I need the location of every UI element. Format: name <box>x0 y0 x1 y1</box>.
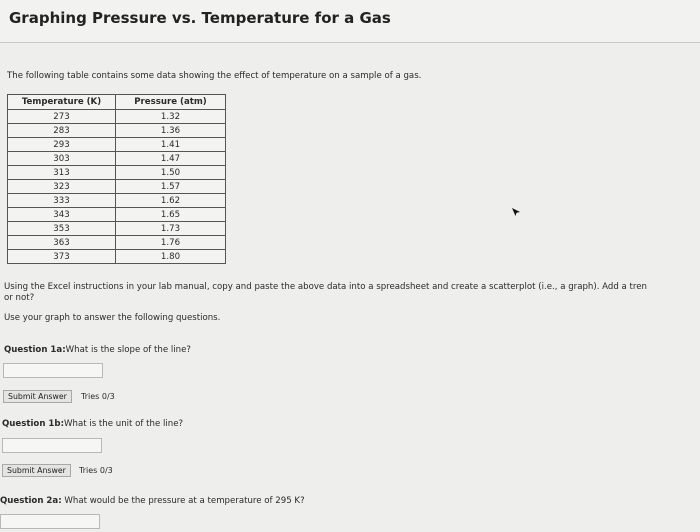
pressure-cell: 1.76 <box>116 236 226 250</box>
question-1b <box>2 419 183 429</box>
table-header-row <box>8 95 226 110</box>
question-2a-answer-input[interactable] <box>0 514 100 529</box>
question-2a <box>0 496 305 506</box>
pressure-cell: 1.62 <box>116 194 226 208</box>
table-row <box>8 152 226 166</box>
temperature-cell: 373 <box>8 250 116 264</box>
table-row <box>8 180 226 194</box>
pressure-cell: 1.80 <box>116 250 226 264</box>
pressure-cell: 1.50 <box>116 166 226 180</box>
question-1a-text: What is the slope of the line? <box>65 345 191 355</box>
pressure-cell: 1.73 <box>116 222 226 236</box>
table-row <box>8 138 226 152</box>
instructions-line-1: Using the Excel instructions in your lab manual, copy and paste the above data into a spreadsheet and create a scatterplot (i.e., a graph). Add a tren <box>4 282 647 292</box>
temperature-cell: 363 <box>8 236 116 250</box>
temperature-cell: 273 <box>8 110 116 124</box>
table-row <box>8 124 226 138</box>
pressure-cell: 1.57 <box>116 180 226 194</box>
question-2a-text: What would be the pressure at a temperature of 295 K? <box>61 496 305 506</box>
column-header-temperature: Temperature (K) <box>8 95 116 110</box>
header-bar <box>0 0 700 43</box>
temperature-cell: 323 <box>8 180 116 194</box>
instructions-line-2: or not? <box>4 293 35 303</box>
pressure-cell: 1.41 <box>116 138 226 152</box>
temperature-cell: 293 <box>8 138 116 152</box>
table-row <box>8 250 226 264</box>
temperature-cell: 343 <box>8 208 116 222</box>
question-1b-answer-input[interactable] <box>2 438 102 453</box>
mouse-cursor-icon <box>511 207 521 217</box>
column-header-pressure: Pressure (atm) <box>116 95 226 110</box>
pressure-cell: 1.36 <box>116 124 226 138</box>
pressure-cell: 1.47 <box>116 152 226 166</box>
instructions-text <box>4 282 647 304</box>
table-row <box>8 208 226 222</box>
question-1a-label: Question 1a: <box>4 345 66 355</box>
question-2a-label: Question 2a: <box>0 496 62 506</box>
question-1a <box>4 345 191 355</box>
table-row <box>8 166 226 180</box>
pressure-cell: 1.65 <box>116 208 226 222</box>
data-table <box>7 94 226 264</box>
temperature-cell: 353 <box>8 222 116 236</box>
temperature-cell: 283 <box>8 124 116 138</box>
temperature-cell: 303 <box>8 152 116 166</box>
temperature-cell: 313 <box>8 166 116 180</box>
question-1a-tries: Tries 0/3 <box>81 392 115 401</box>
question-1a-submit-button[interactable]: Submit Answer <box>3 390 72 403</box>
intro-text: The following table contains some data showing the effect of temperature on a sample of a gas. <box>7 71 422 81</box>
pressure-cell: 1.32 <box>116 110 226 124</box>
table-row <box>8 236 226 250</box>
temperature-cell: 333 <box>8 194 116 208</box>
question-1b-text: What is the unit of the line? <box>64 419 184 429</box>
question-1a-answer-input[interactable] <box>3 363 103 378</box>
use-graph-text: Use your graph to answer the following questions. <box>4 313 221 323</box>
table-row <box>8 194 226 208</box>
table-row <box>8 222 226 236</box>
question-1b-label: Question 1b: <box>2 419 65 429</box>
page-title: Graphing Pressure vs. Temperature for a Gas <box>9 9 391 27</box>
question-1b-submit-button[interactable]: Submit Answer <box>2 464 71 477</box>
table-row <box>8 110 226 124</box>
question-1b-tries: Tries 0/3 <box>79 466 113 475</box>
